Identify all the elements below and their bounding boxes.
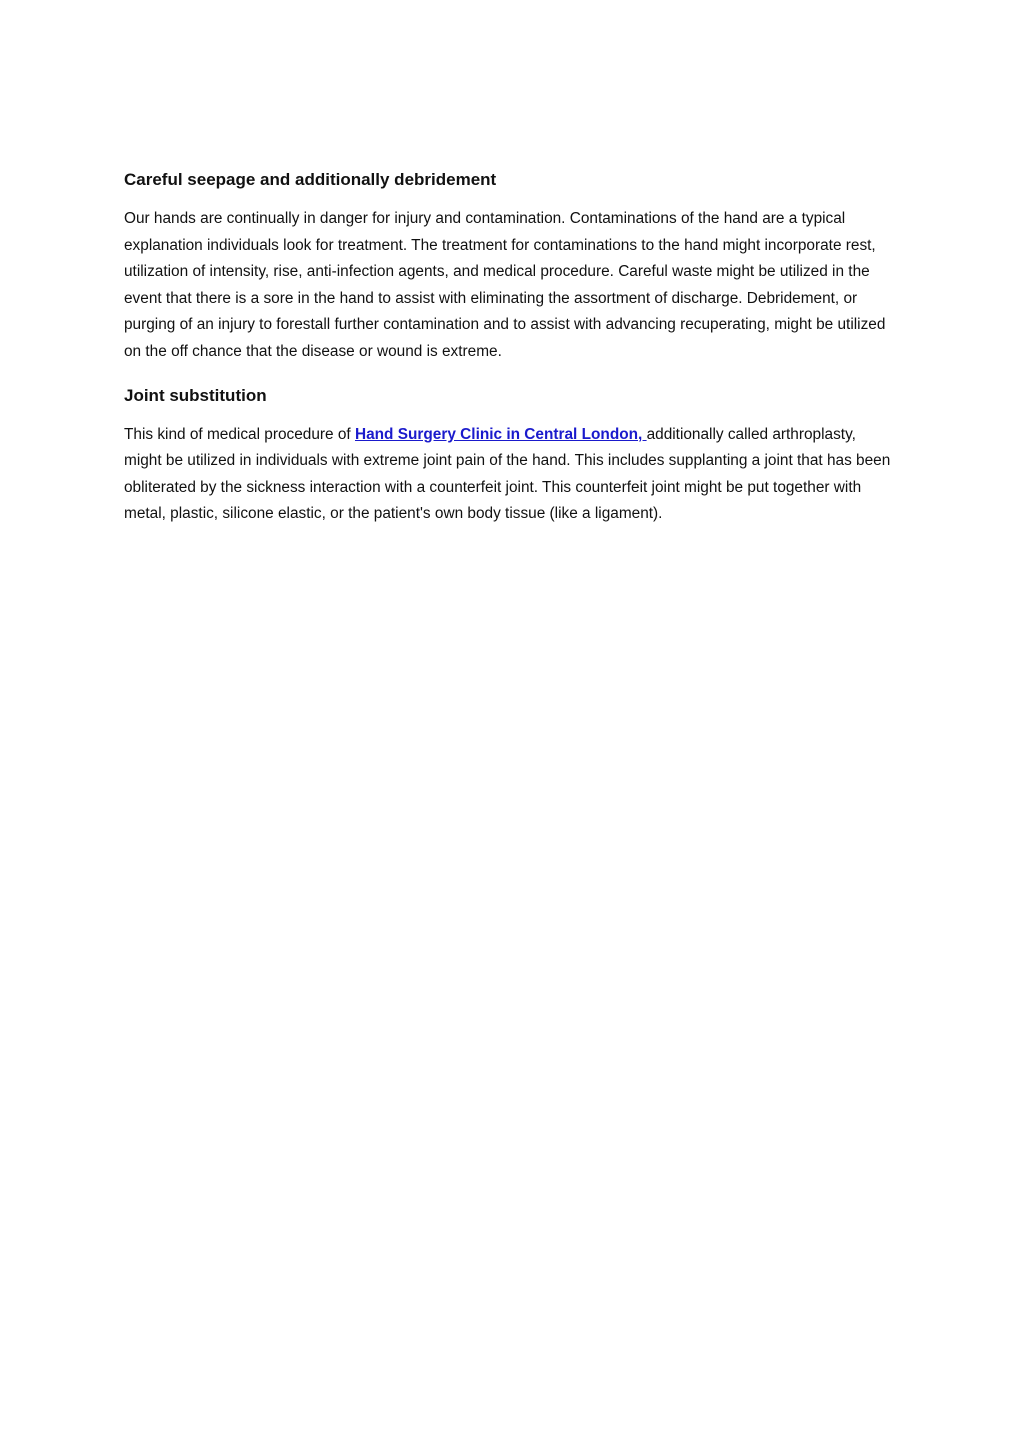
document-body	[124, 164, 894, 542]
section-heading-joint-substitution: Joint substitution	[124, 385, 267, 405]
section-paragraph-debridement: Our hands are continually in danger for injury and contamination. Contaminations of the hand are a typical explanation individuals look for treatment. The treatment for contaminations to the hand might incorporate rest, utilization of intensity, rise, anti-infection agents, and medical procedure. Careful waste might be utilized in the event that there is a sore in the hand to assist with eliminating the assortment of discharge. Debridement, or purging of an injury to forestall further contamination and to assist with advancing recuperating, might be utilized on the off chance that the disease or wound is extreme.	[124, 210, 886, 360]
section-paragraph-joint-substitution	[124, 422, 894, 528]
section-heading-debridement: Careful seepage and additionally debridement	[124, 170, 497, 189]
paragraph-text-after-link: additionally called arthroplasty, might be utilized in individuals with extreme joint pain of the hand. This includes supplanting a joint that has been obliterated by the sickness interaction with a counterfeit joint. This counterfeit joint might be put together with metal, plastic, silicone elastic, or the patient's own body tissue (like a ligament).	[124, 425, 891, 523]
paragraph-text-before-link: This kind of medical procedure of	[124, 425, 355, 443]
hand-surgery-clinic-link[interactable]: Hand Surgery Clinic in Central London,	[354, 425, 647, 443]
